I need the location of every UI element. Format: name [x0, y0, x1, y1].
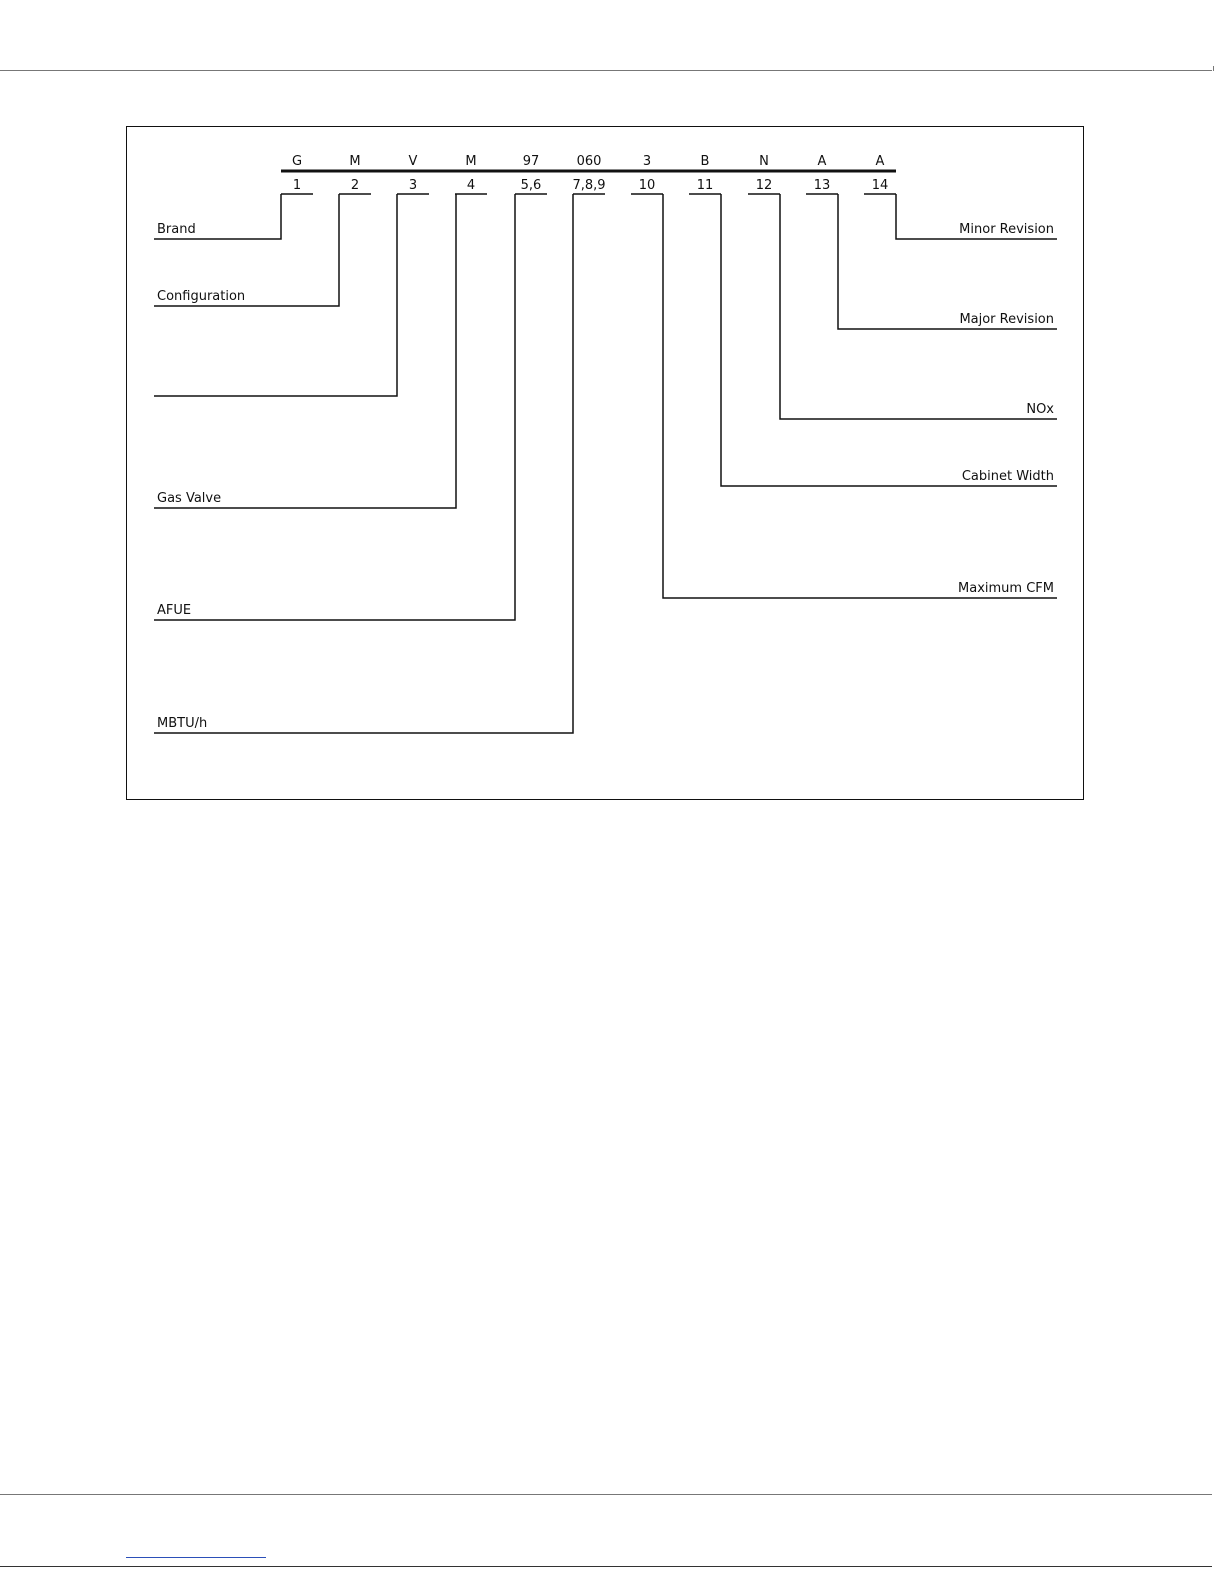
leader-lines [154, 194, 1057, 733]
footer-bottom-rule [0, 1566, 1212, 1567]
field-label-left: Brand [157, 222, 196, 237]
code-position: 14 [871, 178, 889, 193]
field-label-left: MBTU/h [157, 716, 208, 731]
leader-line-right [838, 194, 1057, 329]
code-position: 4 [466, 178, 476, 193]
code-char: 060 [576, 154, 602, 169]
leader-line-right [721, 194, 1057, 486]
field-label-right: Minor Revision [959, 222, 1054, 237]
field-label-left: Gas Valve [157, 491, 222, 506]
code-position: 1 [292, 178, 302, 193]
field-label-right: Major Revision [959, 312, 1054, 327]
code-char: 97 [522, 154, 540, 169]
field-label-right: Cabinet Width [961, 469, 1054, 484]
code-char: A [817, 154, 827, 169]
code-position: 10 [638, 178, 656, 193]
code-char: M [465, 154, 477, 169]
field-labels [157, 222, 1054, 731]
field-label-left: AFUE [157, 603, 192, 618]
code-position: 7,8,9 [572, 178, 606, 193]
leader-line-right [663, 194, 1057, 598]
code-char: B [700, 154, 710, 169]
code-position: 2 [350, 178, 360, 193]
code-segments [281, 154, 896, 194]
code-position: 12 [755, 178, 773, 193]
field-label-right: Maximum CFM [958, 581, 1054, 596]
code-char: M [349, 154, 361, 169]
code-char: G [291, 154, 303, 169]
footer-link-underline [126, 1557, 266, 1558]
leader-line-left [154, 194, 515, 620]
field-label-right: NOx [1026, 402, 1054, 417]
code-char: 3 [642, 154, 652, 169]
footer-rule [0, 1494, 1212, 1495]
code-char: A [875, 154, 885, 169]
code-position: 13 [813, 178, 831, 193]
field-label-left: Configuration [157, 289, 246, 304]
code-position: 11 [696, 178, 714, 193]
leader-line-left [154, 194, 456, 508]
code-position: 5,6 [520, 178, 542, 193]
leader-line-left [154, 194, 573, 733]
code-char: V [408, 154, 418, 169]
code-char: N [759, 154, 769, 169]
code-position: 3 [408, 178, 418, 193]
